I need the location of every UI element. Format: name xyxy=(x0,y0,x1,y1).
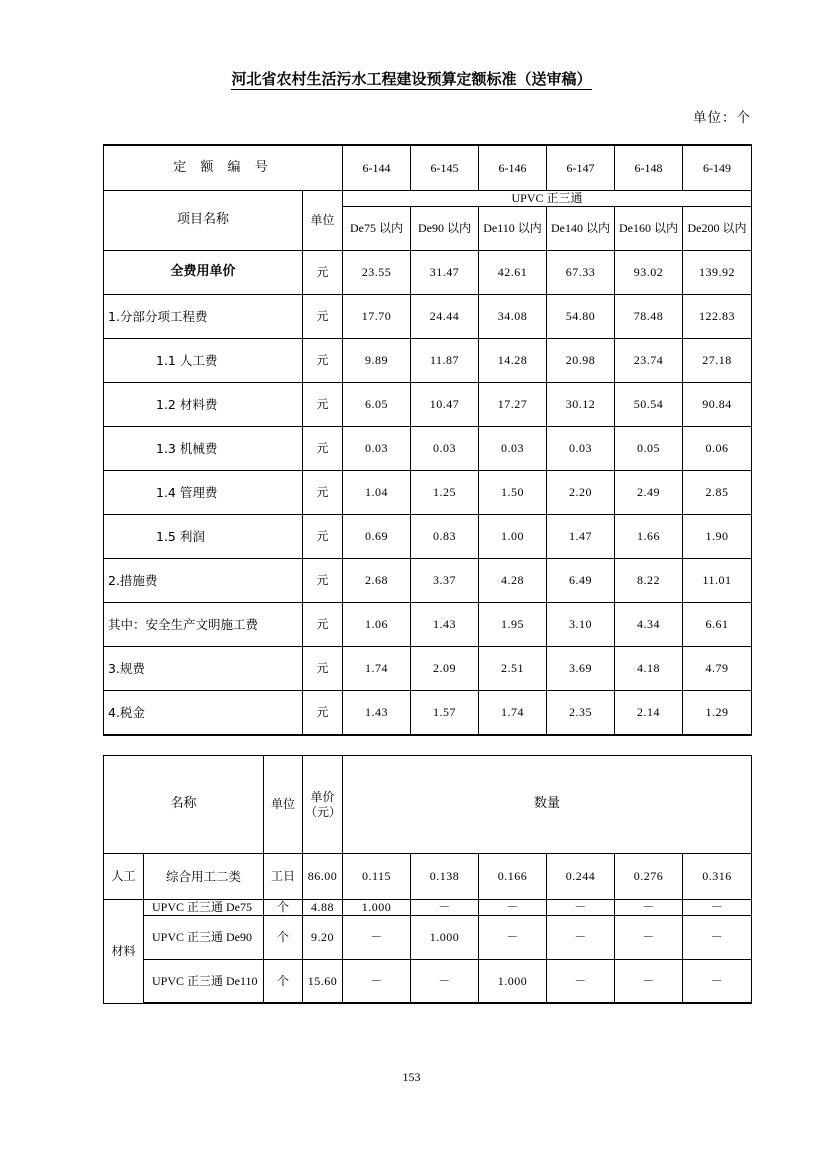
row-value: 1.04 xyxy=(343,471,411,515)
row-label: 1.1 人工费 xyxy=(104,339,303,383)
page-title xyxy=(0,68,823,89)
table-row xyxy=(104,691,752,736)
resource-name: UPVC 正三通 De90 xyxy=(144,916,264,960)
row-value: 78.48 xyxy=(615,295,683,339)
row-value: 17.70 xyxy=(343,295,411,339)
unit-note: 单位：个 xyxy=(693,110,751,126)
table-row xyxy=(104,383,752,427)
row-value: 1.06 xyxy=(343,603,411,647)
category-material: 材料 xyxy=(104,900,144,1004)
row-unit: 元 xyxy=(303,647,343,691)
row-label: 全费用单价 xyxy=(104,251,303,295)
spec-header-cell: De90 以内 xyxy=(411,207,479,251)
quota-code-cell: 6-149 xyxy=(683,145,752,191)
resource-qty: － xyxy=(547,916,615,960)
table-row xyxy=(104,603,752,647)
row-value: 27.18 xyxy=(683,339,752,383)
resource-qty: － xyxy=(343,960,411,1004)
resource-qty: 0.316 xyxy=(683,854,752,900)
row-label: 1.3 机械费 xyxy=(104,427,303,471)
row-value: 0.05 xyxy=(615,427,683,471)
resource-name: UPVC 正三通 De75 xyxy=(144,900,264,916)
row-unit: 元 xyxy=(303,383,343,427)
resource-price: 86.00 xyxy=(303,854,343,900)
resource-qty: － xyxy=(479,900,547,916)
row-unit: 元 xyxy=(303,471,343,515)
row-label: 1.5 利润 xyxy=(104,515,303,559)
spec-header-cell: De140 以内 xyxy=(547,207,615,251)
spec-header-cell: De110 以内 xyxy=(479,207,547,251)
resource-price-header-line2: （元） xyxy=(305,804,342,819)
quota-code-cell: 6-148 xyxy=(615,145,683,191)
row-label: 1.2 材料费 xyxy=(104,383,303,427)
row-label: 2.措施费 xyxy=(104,559,303,603)
row-value: 6.61 xyxy=(683,603,752,647)
row-value: 24.44 xyxy=(411,295,479,339)
resource-name-header: 名称 xyxy=(104,756,264,854)
table-row xyxy=(104,515,752,559)
table-row xyxy=(104,647,752,691)
row-value: 1.74 xyxy=(343,647,411,691)
row-value: 90.84 xyxy=(683,383,752,427)
row-value: 34.08 xyxy=(479,295,547,339)
row-unit: 元 xyxy=(303,559,343,603)
row-value: 42.61 xyxy=(479,251,547,295)
row-value: 11.01 xyxy=(683,559,752,603)
row-value: 1.90 xyxy=(683,515,752,559)
quota-code-cell: 6-144 xyxy=(343,145,411,191)
resource-qty: － xyxy=(683,916,752,960)
table-row xyxy=(104,960,752,1004)
page-number: 153 xyxy=(402,1070,421,1084)
table-row xyxy=(104,854,752,900)
row-value: 17.27 xyxy=(479,383,547,427)
spec-header-cell: De75 以内 xyxy=(343,207,411,251)
table-row xyxy=(104,916,752,960)
row-value: 6.49 xyxy=(547,559,615,603)
quota-code-cell: 6-145 xyxy=(411,145,479,191)
row-label: 其中：安全生产文明施工费 xyxy=(104,603,303,647)
table-row xyxy=(104,251,752,295)
resource-name: UPVC 正三通 De110 xyxy=(144,960,264,1004)
row-value: 0.69 xyxy=(343,515,411,559)
row-value: 4.79 xyxy=(683,647,752,691)
row-value: 8.22 xyxy=(615,559,683,603)
resource-price: 15.60 xyxy=(303,960,343,1004)
table-row xyxy=(104,559,752,603)
resource-price: 4.88 xyxy=(303,900,343,916)
row-value: 1.25 xyxy=(411,471,479,515)
table-row xyxy=(104,900,752,916)
row-value: 6.05 xyxy=(343,383,411,427)
resource-unit-header: 单位 xyxy=(264,756,303,854)
row-value: 10.47 xyxy=(411,383,479,427)
row-value: 122.83 xyxy=(683,295,752,339)
row-value: 31.47 xyxy=(411,251,479,295)
row-value: 1.66 xyxy=(615,515,683,559)
spec-header-cell: De200 以内 xyxy=(683,207,752,251)
row-value: 11.87 xyxy=(411,339,479,383)
row-unit: 元 xyxy=(303,295,343,339)
row-value: 3.37 xyxy=(411,559,479,603)
row-label: 1.分部分项工程费 xyxy=(104,295,303,339)
row-value: 2.49 xyxy=(615,471,683,515)
table-row-lower-header xyxy=(104,756,752,854)
row-value: 67.33 xyxy=(547,251,615,295)
row-value: 4.34 xyxy=(615,603,683,647)
resource-price-header-line1: 单价 xyxy=(310,789,335,804)
table-row xyxy=(104,471,752,515)
resource-qty: － xyxy=(547,900,615,916)
resource-qty: 1.000 xyxy=(411,916,479,960)
resource-qty: － xyxy=(343,916,411,960)
resource-qty: 0.276 xyxy=(615,854,683,900)
resource-price-header xyxy=(303,756,343,854)
row-value: 30.12 xyxy=(547,383,615,427)
table-row-code xyxy=(104,145,752,191)
resource-unit: 工日 xyxy=(264,854,303,900)
category-labor: 人工 xyxy=(104,854,144,900)
row-value: 1.74 xyxy=(479,691,547,736)
row-value: 4.18 xyxy=(615,647,683,691)
row-value: 50.54 xyxy=(615,383,683,427)
resource-qty: 1.000 xyxy=(479,960,547,1004)
row-value: 93.02 xyxy=(615,251,683,295)
resource-qty: － xyxy=(411,960,479,1004)
row-value: 9.89 xyxy=(343,339,411,383)
spec-header-cell: De160 以内 xyxy=(615,207,683,251)
row-unit: 元 xyxy=(303,515,343,559)
row-unit: 元 xyxy=(303,603,343,647)
row-value: 2.68 xyxy=(343,559,411,603)
row-unit: 元 xyxy=(303,251,343,295)
row-value: 1.43 xyxy=(411,603,479,647)
resource-qty: － xyxy=(683,960,752,1004)
row-value: 4.28 xyxy=(479,559,547,603)
table-row xyxy=(104,427,752,471)
row-value: 0.06 xyxy=(683,427,752,471)
quota-code-cell: 6-147 xyxy=(547,145,615,191)
row-unit: 元 xyxy=(303,427,343,471)
row-value: 14.28 xyxy=(479,339,547,383)
row-label: 3.规费 xyxy=(104,647,303,691)
row-value: 23.55 xyxy=(343,251,411,295)
resource-qty: － xyxy=(479,916,547,960)
resource-consumption-table xyxy=(103,755,752,1004)
row-value: 2.14 xyxy=(615,691,683,736)
quantity-header: 数量 xyxy=(343,756,752,854)
row-value: 2.20 xyxy=(547,471,615,515)
row-value: 1.43 xyxy=(343,691,411,736)
resource-unit: 个 xyxy=(264,916,303,960)
row-label: 4.税金 xyxy=(104,691,303,736)
row-value: 2.35 xyxy=(547,691,615,736)
row-value: 2.51 xyxy=(479,647,547,691)
page-title-text: 河北省农村生活污水工程建设预算定额标准（送审稿） xyxy=(231,70,592,88)
row-value: 2.85 xyxy=(683,471,752,515)
resource-qty: 1.000 xyxy=(343,900,411,916)
row-value: 0.83 xyxy=(411,515,479,559)
row-value: 54.80 xyxy=(547,295,615,339)
row-value: 3.10 xyxy=(547,603,615,647)
resource-qty: － xyxy=(615,916,683,960)
row-unit: 元 xyxy=(303,691,343,736)
row-value: 0.03 xyxy=(547,427,615,471)
resource-qty: 0.166 xyxy=(479,854,547,900)
group-header-upvc: UPVC 正三通 xyxy=(343,191,752,207)
quota-code-cell: 6-146 xyxy=(479,145,547,191)
row-value: 3.69 xyxy=(547,647,615,691)
row-value: 1.50 xyxy=(479,471,547,515)
row-value: 1.57 xyxy=(411,691,479,736)
row-label: 1.4 管理费 xyxy=(104,471,303,515)
resource-qty: － xyxy=(683,900,752,916)
row-value: 0.03 xyxy=(479,427,547,471)
quota-table xyxy=(103,144,752,736)
quota-code-label: 定 额 编 号 xyxy=(104,145,343,191)
resource-unit: 个 xyxy=(264,960,303,1004)
resource-unit: 个 xyxy=(264,900,303,916)
row-value: 0.03 xyxy=(411,427,479,471)
row-value: 2.09 xyxy=(411,647,479,691)
row-value: 23.74 xyxy=(615,339,683,383)
row-value: 20.98 xyxy=(547,339,615,383)
item-name-header: 项目名称 xyxy=(104,191,303,251)
row-value: 1.00 xyxy=(479,515,547,559)
row-value: 1.47 xyxy=(547,515,615,559)
resource-qty: 0.138 xyxy=(411,854,479,900)
row-value: 139.92 xyxy=(683,251,752,295)
resource-qty: － xyxy=(615,900,683,916)
table-row xyxy=(104,339,752,383)
resource-qty: － xyxy=(547,960,615,1004)
resource-price: 9.20 xyxy=(303,916,343,960)
row-value: 1.95 xyxy=(479,603,547,647)
resource-qty: 0.115 xyxy=(343,854,411,900)
table-row-group-header xyxy=(104,191,752,207)
resource-qty: － xyxy=(615,960,683,1004)
table-row xyxy=(104,295,752,339)
row-value: 0.03 xyxy=(343,427,411,471)
row-unit: 元 xyxy=(303,339,343,383)
resource-qty: － xyxy=(411,900,479,916)
resource-name: 综合用工二类 xyxy=(144,854,264,900)
unit-header: 单位 xyxy=(303,191,343,251)
resource-qty: 0.244 xyxy=(547,854,615,900)
row-value: 1.29 xyxy=(683,691,752,736)
